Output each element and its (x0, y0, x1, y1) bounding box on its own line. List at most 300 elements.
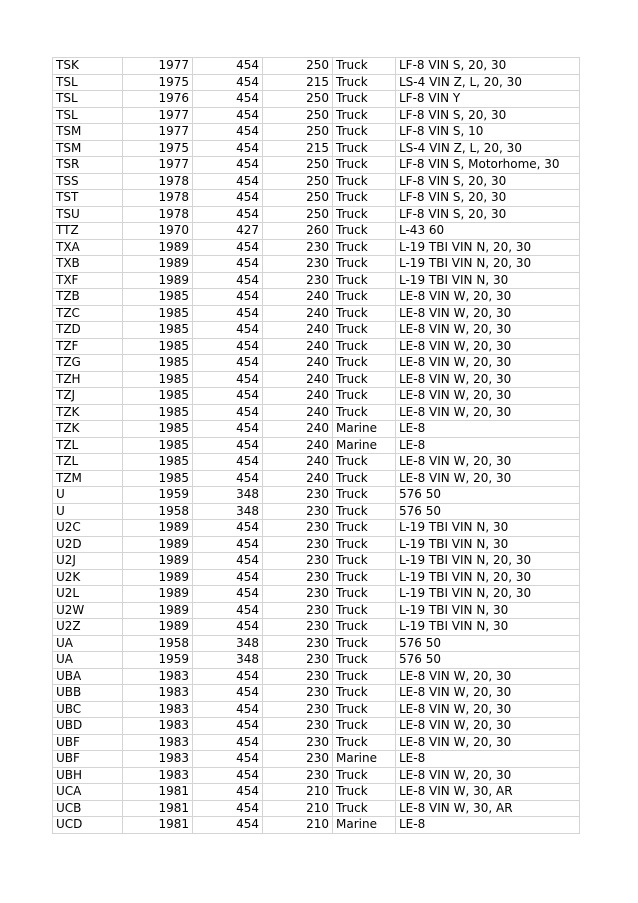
year-cell: 1985 (123, 305, 193, 322)
displacement-cell: 454 (193, 569, 263, 586)
application-cell: Marine (333, 751, 396, 768)
notes-cell: L-19 TBI VIN N, 30 (396, 602, 580, 619)
displacement-cell: 454 (193, 784, 263, 801)
engine-code-cell: U (53, 487, 123, 504)
application-cell: Truck (333, 289, 396, 306)
notes-cell: L-43 60 (396, 223, 580, 240)
year-cell: 1958 (123, 503, 193, 520)
horsepower-cell: 240 (263, 437, 333, 454)
horsepower-cell: 230 (263, 520, 333, 537)
year-cell: 1985 (123, 322, 193, 339)
displacement-cell: 454 (193, 751, 263, 768)
table-row (53, 586, 580, 603)
notes-cell: LE-8 VIN W, 30, AR (396, 800, 580, 817)
displacement-cell: 454 (193, 107, 263, 124)
engine-code-cell: TZM (53, 470, 123, 487)
engine-code-cell: U2J (53, 553, 123, 570)
application-cell: Truck (333, 239, 396, 256)
displacement-cell: 454 (193, 734, 263, 751)
horsepower-cell: 230 (263, 718, 333, 735)
displacement-cell: 454 (193, 206, 263, 223)
horsepower-cell: 230 (263, 586, 333, 603)
table-row (53, 635, 580, 652)
engine-code-cell: U (53, 503, 123, 520)
notes-cell: LE-8 VIN W, 20, 30 (396, 355, 580, 372)
application-cell: Truck (333, 322, 396, 339)
horsepower-cell: 215 (263, 74, 333, 91)
engine-code-cell: U2D (53, 536, 123, 553)
application-cell: Truck (333, 668, 396, 685)
year-cell: 1989 (123, 619, 193, 636)
application-cell: Truck (333, 124, 396, 141)
application-cell: Truck (333, 272, 396, 289)
displacement-cell: 427 (193, 223, 263, 240)
displacement-cell: 454 (193, 817, 263, 834)
horsepower-cell: 250 (263, 157, 333, 174)
horsepower-cell: 240 (263, 322, 333, 339)
table-body (53, 58, 580, 834)
table-row (53, 223, 580, 240)
year-cell: 1989 (123, 272, 193, 289)
horsepower-cell: 215 (263, 140, 333, 157)
year-cell: 1989 (123, 239, 193, 256)
horsepower-cell: 230 (263, 256, 333, 273)
notes-cell: LE-8 VIN W, 20, 30 (396, 289, 580, 306)
engine-code-cell: U2K (53, 569, 123, 586)
displacement-cell: 454 (193, 437, 263, 454)
notes-cell: LS-4 VIN Z, L, 20, 30 (396, 140, 580, 157)
notes-cell: LE-8 VIN W, 30, AR (396, 784, 580, 801)
horsepower-cell: 240 (263, 470, 333, 487)
displacement-cell: 454 (193, 157, 263, 174)
notes-cell: L-19 TBI VIN N, 30 (396, 272, 580, 289)
displacement-cell: 454 (193, 91, 263, 108)
table-row (53, 734, 580, 751)
application-cell: Truck (333, 536, 396, 553)
table-row (53, 157, 580, 174)
year-cell: 1989 (123, 520, 193, 537)
horsepower-cell: 240 (263, 355, 333, 372)
engine-code-cell: TZK (53, 421, 123, 438)
horsepower-cell: 250 (263, 58, 333, 75)
notes-cell: L-19 TBI VIN N, 20, 30 (396, 239, 580, 256)
engine-code-cell: TSL (53, 107, 123, 124)
engine-code-cell: TZF (53, 338, 123, 355)
application-cell: Truck (333, 718, 396, 735)
notes-cell: 576 50 (396, 487, 580, 504)
application-cell: Truck (333, 190, 396, 207)
notes-cell: L-19 TBI VIN N, 20, 30 (396, 256, 580, 273)
year-cell: 1975 (123, 140, 193, 157)
table-row (53, 272, 580, 289)
displacement-cell: 454 (193, 470, 263, 487)
table-row (53, 784, 580, 801)
application-cell: Truck (333, 553, 396, 570)
year-cell: 1959 (123, 652, 193, 669)
year-cell: 1983 (123, 734, 193, 751)
application-cell: Truck (333, 470, 396, 487)
application-cell: Truck (333, 223, 396, 240)
table-row (53, 520, 580, 537)
displacement-cell: 454 (193, 404, 263, 421)
notes-cell: LF-8 VIN S, 20, 30 (396, 206, 580, 223)
horsepower-cell: 240 (263, 371, 333, 388)
table-row (53, 619, 580, 636)
year-cell: 1985 (123, 289, 193, 306)
displacement-cell: 454 (193, 338, 263, 355)
application-cell: Marine (333, 817, 396, 834)
displacement-cell: 348 (193, 503, 263, 520)
engine-code-cell: TZD (53, 322, 123, 339)
engine-code-cell: TSR (53, 157, 123, 174)
notes-cell: LE-8 (396, 421, 580, 438)
year-cell: 1985 (123, 421, 193, 438)
year-cell: 1976 (123, 91, 193, 108)
year-cell: 1985 (123, 404, 193, 421)
horsepower-cell: 230 (263, 487, 333, 504)
displacement-cell: 454 (193, 602, 263, 619)
displacement-cell: 454 (193, 322, 263, 339)
horsepower-cell: 230 (263, 668, 333, 685)
horsepower-cell: 250 (263, 190, 333, 207)
horsepower-cell: 240 (263, 338, 333, 355)
displacement-cell: 454 (193, 140, 263, 157)
notes-cell: LE-8 VIN W, 20, 30 (396, 767, 580, 784)
engine-code-cell: UCA (53, 784, 123, 801)
table-row (53, 322, 580, 339)
year-cell: 1985 (123, 437, 193, 454)
table-row (53, 338, 580, 355)
table-row (53, 718, 580, 735)
engine-code-cell: TZG (53, 355, 123, 372)
application-cell: Marine (333, 421, 396, 438)
table-row (53, 404, 580, 421)
displacement-cell: 454 (193, 685, 263, 702)
year-cell: 1983 (123, 767, 193, 784)
application-cell: Marine (333, 437, 396, 454)
displacement-cell: 454 (193, 256, 263, 273)
engine-code-cell: UA (53, 652, 123, 669)
application-cell: Truck (333, 404, 396, 421)
displacement-cell: 454 (193, 305, 263, 322)
notes-cell: LE-8 (396, 751, 580, 768)
table-row (53, 652, 580, 669)
notes-cell: 576 50 (396, 635, 580, 652)
engine-code-cell: TSM (53, 124, 123, 141)
engine-code-cell: U2C (53, 520, 123, 537)
table-row (53, 355, 580, 372)
application-cell: Truck (333, 602, 396, 619)
engine-code-cell: TXB (53, 256, 123, 273)
engine-code-cell: TSM (53, 140, 123, 157)
table-row (53, 239, 580, 256)
application-cell: Truck (333, 520, 396, 537)
horsepower-cell: 240 (263, 388, 333, 405)
engine-code-cell: U2Z (53, 619, 123, 636)
year-cell: 1977 (123, 157, 193, 174)
notes-cell: 576 50 (396, 503, 580, 520)
notes-cell: LS-4 VIN Z, L, 20, 30 (396, 74, 580, 91)
horsepower-cell: 230 (263, 272, 333, 289)
notes-cell: LF-8 VIN S, 20, 30 (396, 173, 580, 190)
application-cell: Truck (333, 652, 396, 669)
notes-cell: L-19 TBI VIN N, 20, 30 (396, 553, 580, 570)
year-cell: 1989 (123, 569, 193, 586)
horsepower-cell: 230 (263, 767, 333, 784)
horsepower-cell: 260 (263, 223, 333, 240)
table-row (53, 190, 580, 207)
table-row (53, 388, 580, 405)
engine-code-cell: UBA (53, 668, 123, 685)
notes-cell: LE-8 (396, 817, 580, 834)
year-cell: 1977 (123, 107, 193, 124)
year-cell: 1985 (123, 388, 193, 405)
table-row (53, 206, 580, 223)
notes-cell: LE-8 VIN W, 20, 30 (396, 454, 580, 471)
application-cell: Truck (333, 487, 396, 504)
engine-code-cell: TZK (53, 404, 123, 421)
year-cell: 1970 (123, 223, 193, 240)
application-cell: Truck (333, 74, 396, 91)
application-cell: Truck (333, 784, 396, 801)
notes-cell: L-19 TBI VIN N, 30 (396, 536, 580, 553)
horsepower-cell: 230 (263, 734, 333, 751)
horsepower-cell: 230 (263, 503, 333, 520)
engine-code-cell: UBF (53, 751, 123, 768)
engine-code-cell: TSK (53, 58, 123, 75)
table-row (53, 569, 580, 586)
horsepower-cell: 230 (263, 239, 333, 256)
table-row (53, 800, 580, 817)
application-cell: Truck (333, 58, 396, 75)
displacement-cell: 454 (193, 767, 263, 784)
year-cell: 1981 (123, 817, 193, 834)
application-cell: Truck (333, 701, 396, 718)
horsepower-cell: 250 (263, 124, 333, 141)
year-cell: 1983 (123, 668, 193, 685)
engine-code-cell: TXA (53, 239, 123, 256)
horsepower-cell: 230 (263, 619, 333, 636)
application-cell: Truck (333, 371, 396, 388)
displacement-cell: 454 (193, 586, 263, 603)
table-row (53, 602, 580, 619)
horsepower-cell: 240 (263, 404, 333, 421)
notes-cell: LF-8 VIN Y (396, 91, 580, 108)
horsepower-cell: 230 (263, 751, 333, 768)
year-cell: 1977 (123, 124, 193, 141)
notes-cell: LE-8 VIN W, 20, 30 (396, 668, 580, 685)
engine-code-cell: UBD (53, 718, 123, 735)
displacement-cell: 348 (193, 487, 263, 504)
year-cell: 1989 (123, 602, 193, 619)
application-cell: Truck (333, 173, 396, 190)
table-row (53, 91, 580, 108)
displacement-cell: 454 (193, 355, 263, 372)
engine-code-cell: TZJ (53, 388, 123, 405)
notes-cell: LE-8 VIN W, 20, 30 (396, 470, 580, 487)
table-row (53, 305, 580, 322)
year-cell: 1983 (123, 685, 193, 702)
notes-cell: LE-8 VIN W, 20, 30 (396, 388, 580, 405)
notes-cell: L-19 TBI VIN N, 30 (396, 619, 580, 636)
displacement-cell: 454 (193, 371, 263, 388)
table-row (53, 421, 580, 438)
notes-cell: L-19 TBI VIN N, 30 (396, 520, 580, 537)
table-row (53, 289, 580, 306)
displacement-cell: 454 (193, 190, 263, 207)
notes-cell: LE-8 VIN W, 20, 30 (396, 305, 580, 322)
year-cell: 1981 (123, 784, 193, 801)
displacement-cell: 454 (193, 520, 263, 537)
application-cell: Truck (333, 140, 396, 157)
horsepower-cell: 240 (263, 421, 333, 438)
engine-code-cell: TXF (53, 272, 123, 289)
engine-code-cell: UBC (53, 701, 123, 718)
application-cell: Truck (333, 635, 396, 652)
horsepower-cell: 230 (263, 602, 333, 619)
application-cell: Truck (333, 107, 396, 124)
engine-code-cell: UBH (53, 767, 123, 784)
displacement-cell: 454 (193, 289, 263, 306)
year-cell: 1975 (123, 74, 193, 91)
notes-cell: LE-8 VIN W, 20, 30 (396, 338, 580, 355)
horsepower-cell: 230 (263, 553, 333, 570)
table-row (53, 124, 580, 141)
notes-cell: LE-8 VIN W, 20, 30 (396, 322, 580, 339)
notes-cell: LF-8 VIN S, 20, 30 (396, 58, 580, 75)
table-row (53, 256, 580, 273)
table-row (53, 767, 580, 784)
year-cell: 1977 (123, 58, 193, 75)
horsepower-cell: 250 (263, 206, 333, 223)
table-row (53, 668, 580, 685)
horsepower-cell: 210 (263, 817, 333, 834)
application-cell: Truck (333, 767, 396, 784)
table-row (53, 437, 580, 454)
engine-code-cell: UCD (53, 817, 123, 834)
notes-cell: LF-8 VIN S, 20, 30 (396, 107, 580, 124)
notes-cell: LF-8 VIN S, Motorhome, 30 (396, 157, 580, 174)
application-cell: Truck (333, 503, 396, 520)
notes-cell: L-19 TBI VIN N, 20, 30 (396, 569, 580, 586)
engine-code-cell: TSU (53, 206, 123, 223)
year-cell: 1959 (123, 487, 193, 504)
displacement-cell: 454 (193, 536, 263, 553)
engine-code-table (52, 57, 580, 834)
notes-cell: LE-8 VIN W, 20, 30 (396, 371, 580, 388)
displacement-cell: 454 (193, 239, 263, 256)
table-row (53, 454, 580, 471)
displacement-cell: 454 (193, 668, 263, 685)
notes-cell: LF-8 VIN S, 20, 30 (396, 190, 580, 207)
table-row (53, 701, 580, 718)
engine-code-cell: TZH (53, 371, 123, 388)
table-row (53, 371, 580, 388)
engine-code-cell: UBB (53, 685, 123, 702)
engine-code-cell: UA (53, 635, 123, 652)
engine-code-cell: TSS (53, 173, 123, 190)
horsepower-cell: 230 (263, 536, 333, 553)
year-cell: 1983 (123, 718, 193, 735)
displacement-cell: 454 (193, 124, 263, 141)
notes-cell: LF-8 VIN S, 10 (396, 124, 580, 141)
year-cell: 1981 (123, 800, 193, 817)
application-cell: Truck (333, 569, 396, 586)
notes-cell: L-19 TBI VIN N, 20, 30 (396, 586, 580, 603)
horsepower-cell: 210 (263, 784, 333, 801)
table-row (53, 751, 580, 768)
application-cell: Truck (333, 338, 396, 355)
displacement-cell: 454 (193, 421, 263, 438)
application-cell: Truck (333, 800, 396, 817)
table-row (53, 140, 580, 157)
horsepower-cell: 210 (263, 800, 333, 817)
displacement-cell: 348 (193, 635, 263, 652)
year-cell: 1978 (123, 173, 193, 190)
application-cell: Truck (333, 157, 396, 174)
displacement-cell: 454 (193, 58, 263, 75)
engine-code-cell: TSL (53, 74, 123, 91)
year-cell: 1989 (123, 256, 193, 273)
table-row (53, 173, 580, 190)
table-row (53, 553, 580, 570)
year-cell: 1983 (123, 751, 193, 768)
displacement-cell: 454 (193, 454, 263, 471)
engine-code-cell: UBF (53, 734, 123, 751)
application-cell: Truck (333, 355, 396, 372)
table-row (53, 470, 580, 487)
application-cell: Truck (333, 586, 396, 603)
displacement-cell: 454 (193, 388, 263, 405)
engine-code-cell: TST (53, 190, 123, 207)
displacement-cell: 348 (193, 652, 263, 669)
engine-code-cell: TSL (53, 91, 123, 108)
displacement-cell: 454 (193, 173, 263, 190)
application-cell: Truck (333, 454, 396, 471)
displacement-cell: 454 (193, 718, 263, 735)
table-row (53, 58, 580, 75)
engine-code-cell: TZC (53, 305, 123, 322)
table-row (53, 503, 580, 520)
engine-code-cell: TZB (53, 289, 123, 306)
displacement-cell: 454 (193, 272, 263, 289)
engine-code-cell: UCB (53, 800, 123, 817)
table-row (53, 536, 580, 553)
table-row (53, 487, 580, 504)
horsepower-cell: 250 (263, 107, 333, 124)
application-cell: Truck (333, 206, 396, 223)
displacement-cell: 454 (193, 619, 263, 636)
engine-code-cell: TZL (53, 437, 123, 454)
year-cell: 1985 (123, 454, 193, 471)
year-cell: 1978 (123, 206, 193, 223)
application-cell: Truck (333, 619, 396, 636)
horsepower-cell: 230 (263, 652, 333, 669)
engine-code-cell: U2W (53, 602, 123, 619)
table-row (53, 817, 580, 834)
application-cell: Truck (333, 734, 396, 751)
displacement-cell: 454 (193, 553, 263, 570)
year-cell: 1985 (123, 355, 193, 372)
year-cell: 1985 (123, 371, 193, 388)
engine-code-cell: TZL (53, 454, 123, 471)
notes-cell: LE-8 (396, 437, 580, 454)
horsepower-cell: 240 (263, 289, 333, 306)
application-cell: Truck (333, 256, 396, 273)
horsepower-cell: 250 (263, 91, 333, 108)
application-cell: Truck (333, 305, 396, 322)
year-cell: 1985 (123, 470, 193, 487)
